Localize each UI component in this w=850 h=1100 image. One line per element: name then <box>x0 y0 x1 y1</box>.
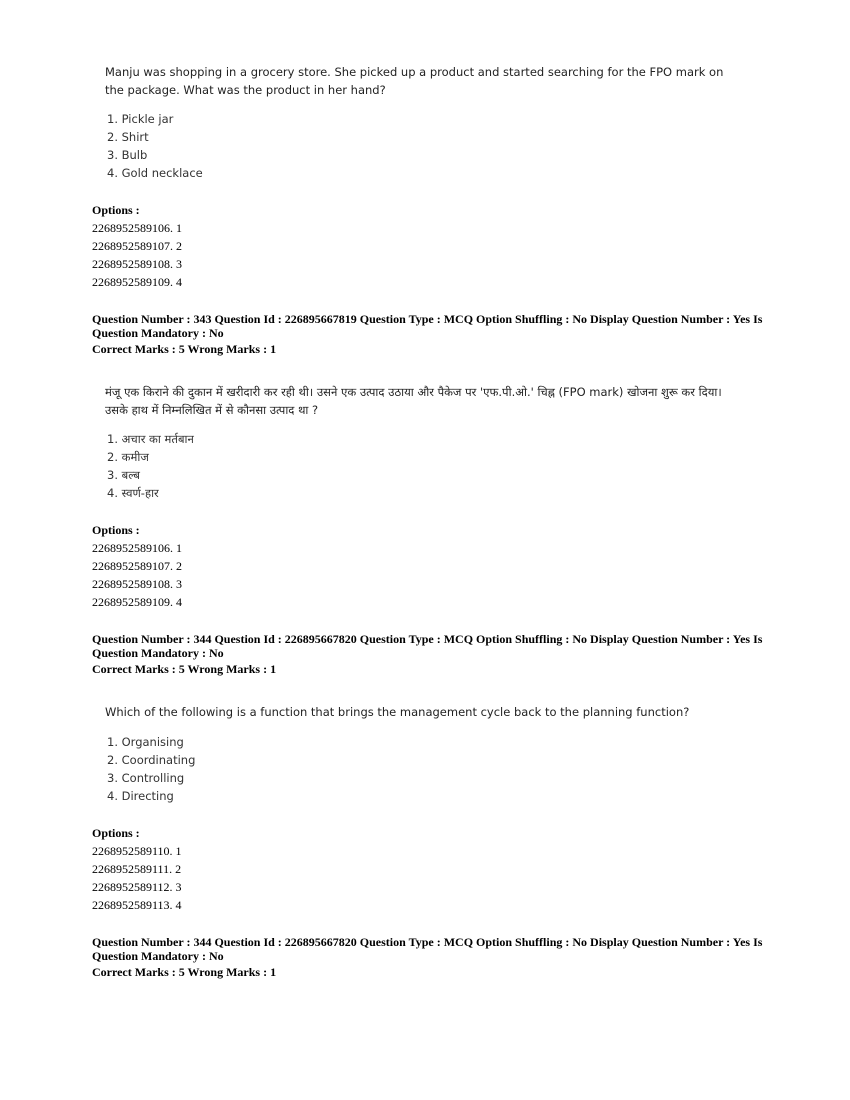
option-item: 2268952589107. 2 <box>92 239 182 253</box>
option-item: 2268952589106. 1 <box>92 541 182 555</box>
option-item: 2268952589108. 3 <box>92 257 182 271</box>
choice-item: 3. Bulb <box>107 148 148 162</box>
option-item: 2268952589111. 2 <box>92 862 182 876</box>
answer-choices <box>107 733 195 805</box>
options-label: Options : <box>92 523 140 537</box>
option-item: 2268952589112. 3 <box>92 880 182 894</box>
choice-item: 4. Directing <box>107 789 174 803</box>
question-text: Manju was shopping in a grocery store. She picked up a product and started searching for the FPO mark on the package. What was the product in her hand? <box>105 65 724 97</box>
option-item: 2268952589108. 3 <box>92 577 182 591</box>
marks-line: Correct Marks : 5 Wrong Marks : 1 <box>92 342 277 356</box>
question-meta <box>92 632 772 676</box>
choice-item: 2. Shirt <box>107 130 149 144</box>
question-meta <box>92 935 772 979</box>
choice-item: 1. Organising <box>107 735 184 749</box>
question-text: Which of the following is a function that brings the management cycle back to the planning function? <box>105 705 690 719</box>
option-item: 2268952589106. 1 <box>92 221 182 235</box>
choice-item: 4. Gold necklace <box>107 166 203 180</box>
options-list <box>92 201 182 291</box>
choice-item: 3. Controlling <box>107 771 185 785</box>
marks-line: Correct Marks : 5 Wrong Marks : 1 <box>92 965 277 979</box>
question-text: मंजू एक किराने की दुकान में खरीदारी कर रही थी। उसने एक उत्पाद उठाया और पैकेज पर 'एफ.पी.ओ.' चिह्न (FPO mark) खोजना शुरू कर दिया। उसके हाथ में निम्नलिखित में से कौनसा उत्पाद था ? <box>105 385 722 417</box>
choice-item: 2. कमीज <box>107 450 149 464</box>
answer-choices <box>107 110 203 182</box>
choice-item: 1. Pickle jar <box>107 112 174 126</box>
choice-item: 3. बल्ब <box>107 468 140 482</box>
options-list <box>92 824 182 914</box>
choice-item: 4. स्वर्ण-हार <box>107 486 159 500</box>
choice-item: 2. Coordinating <box>107 753 196 767</box>
option-item: 2268952589109. 4 <box>92 595 182 609</box>
meta-line: Question Number : 343 Question Id : 226895667819 Question Type : MCQ Option Shuffling : No Display Question Number : Yes Is Question Mandatory : No <box>92 312 763 340</box>
marks-line: Correct Marks : 5 Wrong Marks : 1 <box>92 662 277 676</box>
options-list <box>92 521 182 611</box>
option-item: 2268952589110. 1 <box>92 844 182 858</box>
options-label: Options : <box>92 826 140 840</box>
meta-line: Question Number : 344 Question Id : 226895667820 Question Type : MCQ Option Shuffling : No Display Question Number : Yes Is Question Mandatory : No <box>92 935 763 963</box>
option-item: 2268952589107. 2 <box>92 559 182 573</box>
answer-choices <box>107 430 194 502</box>
option-item: 2268952589113. 4 <box>92 898 182 912</box>
option-item: 2268952589109. 4 <box>92 275 182 289</box>
options-label: Options : <box>92 203 140 217</box>
question-meta <box>92 312 772 356</box>
meta-line: Question Number : 344 Question Id : 226895667820 Question Type : MCQ Option Shuffling : No Display Question Number : Yes Is Question Mandatory : No <box>92 632 763 660</box>
choice-item: 1. अचार का मर्तबान <box>107 432 194 446</box>
